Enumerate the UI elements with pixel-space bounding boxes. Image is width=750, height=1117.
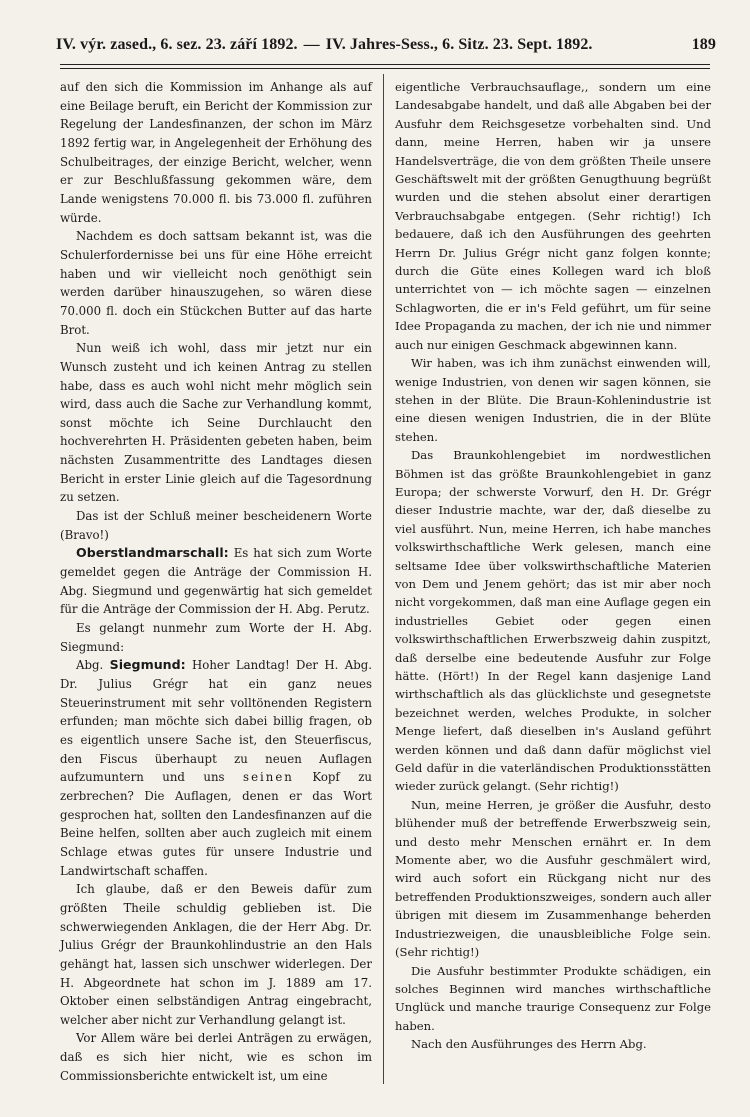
running-header bbox=[56, 36, 716, 54]
speaker-name: Oberstlandmarschall: bbox=[76, 545, 229, 561]
left-column bbox=[60, 78, 372, 1085]
speech-text: Es hat sich zum Worte gemeldet gegen die Anträge der Commission H. Abg. Siegmund und gegenwärtig hat sich gemeldet für die Anträge der Commission der H. Abg. Perutz. bbox=[60, 546, 372, 617]
paragraph: Nachdem es doch sattsam bekannt ist, was die Schulerfordernisse bei uns für eine Höhe erreicht haben und wir vielleicht noch genöthigt sein werden darüber hinauszugehen, so wären diese 70.000 fl. doch ein Stückchen Butter auf das harte Brot. bbox=[60, 229, 372, 337]
header-czech: IV. výr. zased., 6. sez. 23. září 1892. bbox=[56, 36, 298, 53]
speech-oberstlandmarschall bbox=[60, 544, 372, 619]
paragraph: Das Braunkohlengebiet im nordwestlichen Böhmen ist das größte Braunkohlengebiet in ganz Europa; der schwerste Vorwurf, den H. Dr. Grégr dieser Industrie machte, war der, daß dieselbe zu viel ausführt. Nun, meine Herren, ich habe manches volkswirthschaftliche Werk gelesen, manch eine seltsame Idee über volkswirthschaftliche Materien von Dem und Jenem gehört; das ist mir aber noch nicht vorgekommen, daß man eine Auflage gegen ein industrielles Gebiet oder gegen einen volkswirthschaftlichen Erwerbszweig dahin zuspitzt, daß derselbe eine bedeutende Ausfuhr zur Folge hätte. (Hört!) In der Regel kann dasjenige Land wirthschaftlich als das glücklichste und gesegnetste bezeichnet werden, welches Produkte, in solcher Menge liefert, daß dieselben in's Ausland geführt werden können und daß dann dafür möglichst viel Geld dafür in die vaterländischen Produktionsstätten wieder zurück gelangt. (Sehr richtig!) bbox=[395, 448, 711, 794]
speech-siegmund bbox=[60, 656, 372, 880]
paragraph: Nach den Ausführunges des Herrn Abg. bbox=[411, 1037, 647, 1052]
paragraph: Ich glaube, daß er den Beweis dafür zum größten Theile schuldig geblieben ist. Die schwerwiegenden Anklagen, die der Herr Abg. Dr. Julius Grégr der Braunkohlindustrie an den Hals gehängt hat, lassen sich unschwer widerlegen. Der H. Abgeordnete hat schon im J. 1889 am 17. Oktober einen selbständigen Antrag eingebracht, welcher aber nicht zur Verhandlung gelangt ist. bbox=[60, 882, 372, 1027]
header-rule-top bbox=[60, 64, 710, 65]
header-german: IV. Jahres-Sess., 6. Sitz. 23. Sept. 1892. bbox=[325, 36, 593, 53]
paragraph: eigentliche Verbrauchsauflage,, sondern um eine Landesabgabe handelt, und daß alle Abgaben bei der Ausfuhr dem Reichsgesetze vorbehalten sind. Und dann, meine Herren, haben wir ja unsere Handelsverträge, die von dem größten Theile unsere Geschäftswelt mit der größten Genugthuung begrüßt wurden und die stehen absolut einer derartigen Verbrauchsabgabe entgegen. (Sehr richtig!) Ich bedauere, daß ich den Ausführungen des geehrten Herrn Dr. Julius Grégr nicht ganz folgen konnte; durch die Güte eines Kollegen ward ich bloß unterrichtet von — ich möchte sagen — einzelnen Schlagworten, die er in's Feld geführt, um für seine Idee Propaganda zu machen, der ich nie und nimmer auch nur einigen Geschmack abgewinnen kann. bbox=[395, 80, 711, 352]
paragraph: Nun, meine Herren, je größer die Ausfuhr, desto blühender muß der betreffende Erwerbszweig sein, und desto mehr Menschen ernährt er. In dem Momente aber, wo die Ausfuhr geschmälert wird, wird auch sofort ein Rückgang nicht nur des betreffenden Produktionszweiges, sondern auch aller übrigen mit diesem im Zusammenhange beherden Industriezweigen, die unausbleibliche Folge sein. (Sehr richtig!) bbox=[395, 797, 711, 960]
header-titles bbox=[56, 36, 593, 54]
paragraph: Nun weiß ich wohl, dass mir jetzt nur ein Wunsch zusteht und ich keinen Antrag zu stellen habe, dass es auch wohl nicht mehr möglich sein wird, dass auch die Sache zur Verhandlung kommt, sonst möchte ich Seine Durchlaucht den hochverehrten H. Präsidenten gebeten haben, beim nächsten Zusammentritte des Landtages diesen Bericht in erster Linie gleich auf die Tagesordnung zu setzen. bbox=[60, 341, 372, 505]
column-divider bbox=[383, 74, 384, 1084]
paragraph: Die Ausfuhr bestimmter Produkte schädigen, ein solches Beginnen wird manches wirthschaftliche Unglück und manche traurige Consequenz zur Folge haben. bbox=[395, 963, 711, 1033]
speaker-prefix: Abg. bbox=[76, 658, 104, 673]
paragraph: Es gelangt nunmehr zum Worte der H. Abg. Siegmund: bbox=[60, 621, 372, 654]
header-separator: — bbox=[303, 36, 320, 53]
speech-text: Kopf zu zerbrechen? Die Auflagen, denen er das Wort gesprochen hat, sollten den Landesfinanzen auf die Beine helfen, sollten aber auch zugleich mit einem Schlage etwas gutes für unsere Industrie und Landwirtschaft schaffen. bbox=[60, 770, 372, 878]
paragraph: Das ist der Schluß meiner bescheidenern Worte (Bravo!) bbox=[60, 509, 372, 542]
speaker-name: Siegmund: bbox=[109, 657, 186, 673]
header-rule-bottom bbox=[60, 68, 710, 69]
spaced-emphasis: seinen bbox=[243, 770, 294, 785]
right-column bbox=[395, 78, 711, 1054]
page-number: 189 bbox=[691, 36, 716, 53]
paragraph: Wir haben, was ich ihm zunächst einwenden will, wenige Industrien, von denen wir sagen können, sie stehen in der Blüte. Die Braun-Kohlenindustrie ist eine diesen wenigen Industrien, die in der Blüte stehen. bbox=[395, 356, 711, 444]
paragraph: Vor Allem wäre bei derlei Anträgen zu erwägen, daß es sich hier nicht, wie es schon im Commissionsberichte entwickelt ist, um eine bbox=[60, 1031, 372, 1083]
paragraph: auf den sich die Kommission im Anhange als auf eine Beilage beruft, ein Bericht der Kommission zur Regelung der Landesfinanzen, der schon im März 1892 fertig war, in Angelegenheit der Erhöhung des Schulbeitrages, der einzige Bericht, welcher, wenn er zur Beschlußfassung gekommen wäre, dem Lande wenigstens 70.000 fl. bis 73.000 fl. zuführen würde. bbox=[60, 80, 372, 225]
speech-text: Hoher Landtag! Der H. Abg. Dr. Julius Grégr hat ein ganz neues Steuerinstrument mit sehr volltönenden Registern erfunden; man möchte sich dabei billig fragen, ob es eigentlich unsere Sache ist, den Steuerfiscus, den Fiscus überhaupt zu neuen Auflagen aufzumuntern und uns bbox=[60, 658, 372, 785]
